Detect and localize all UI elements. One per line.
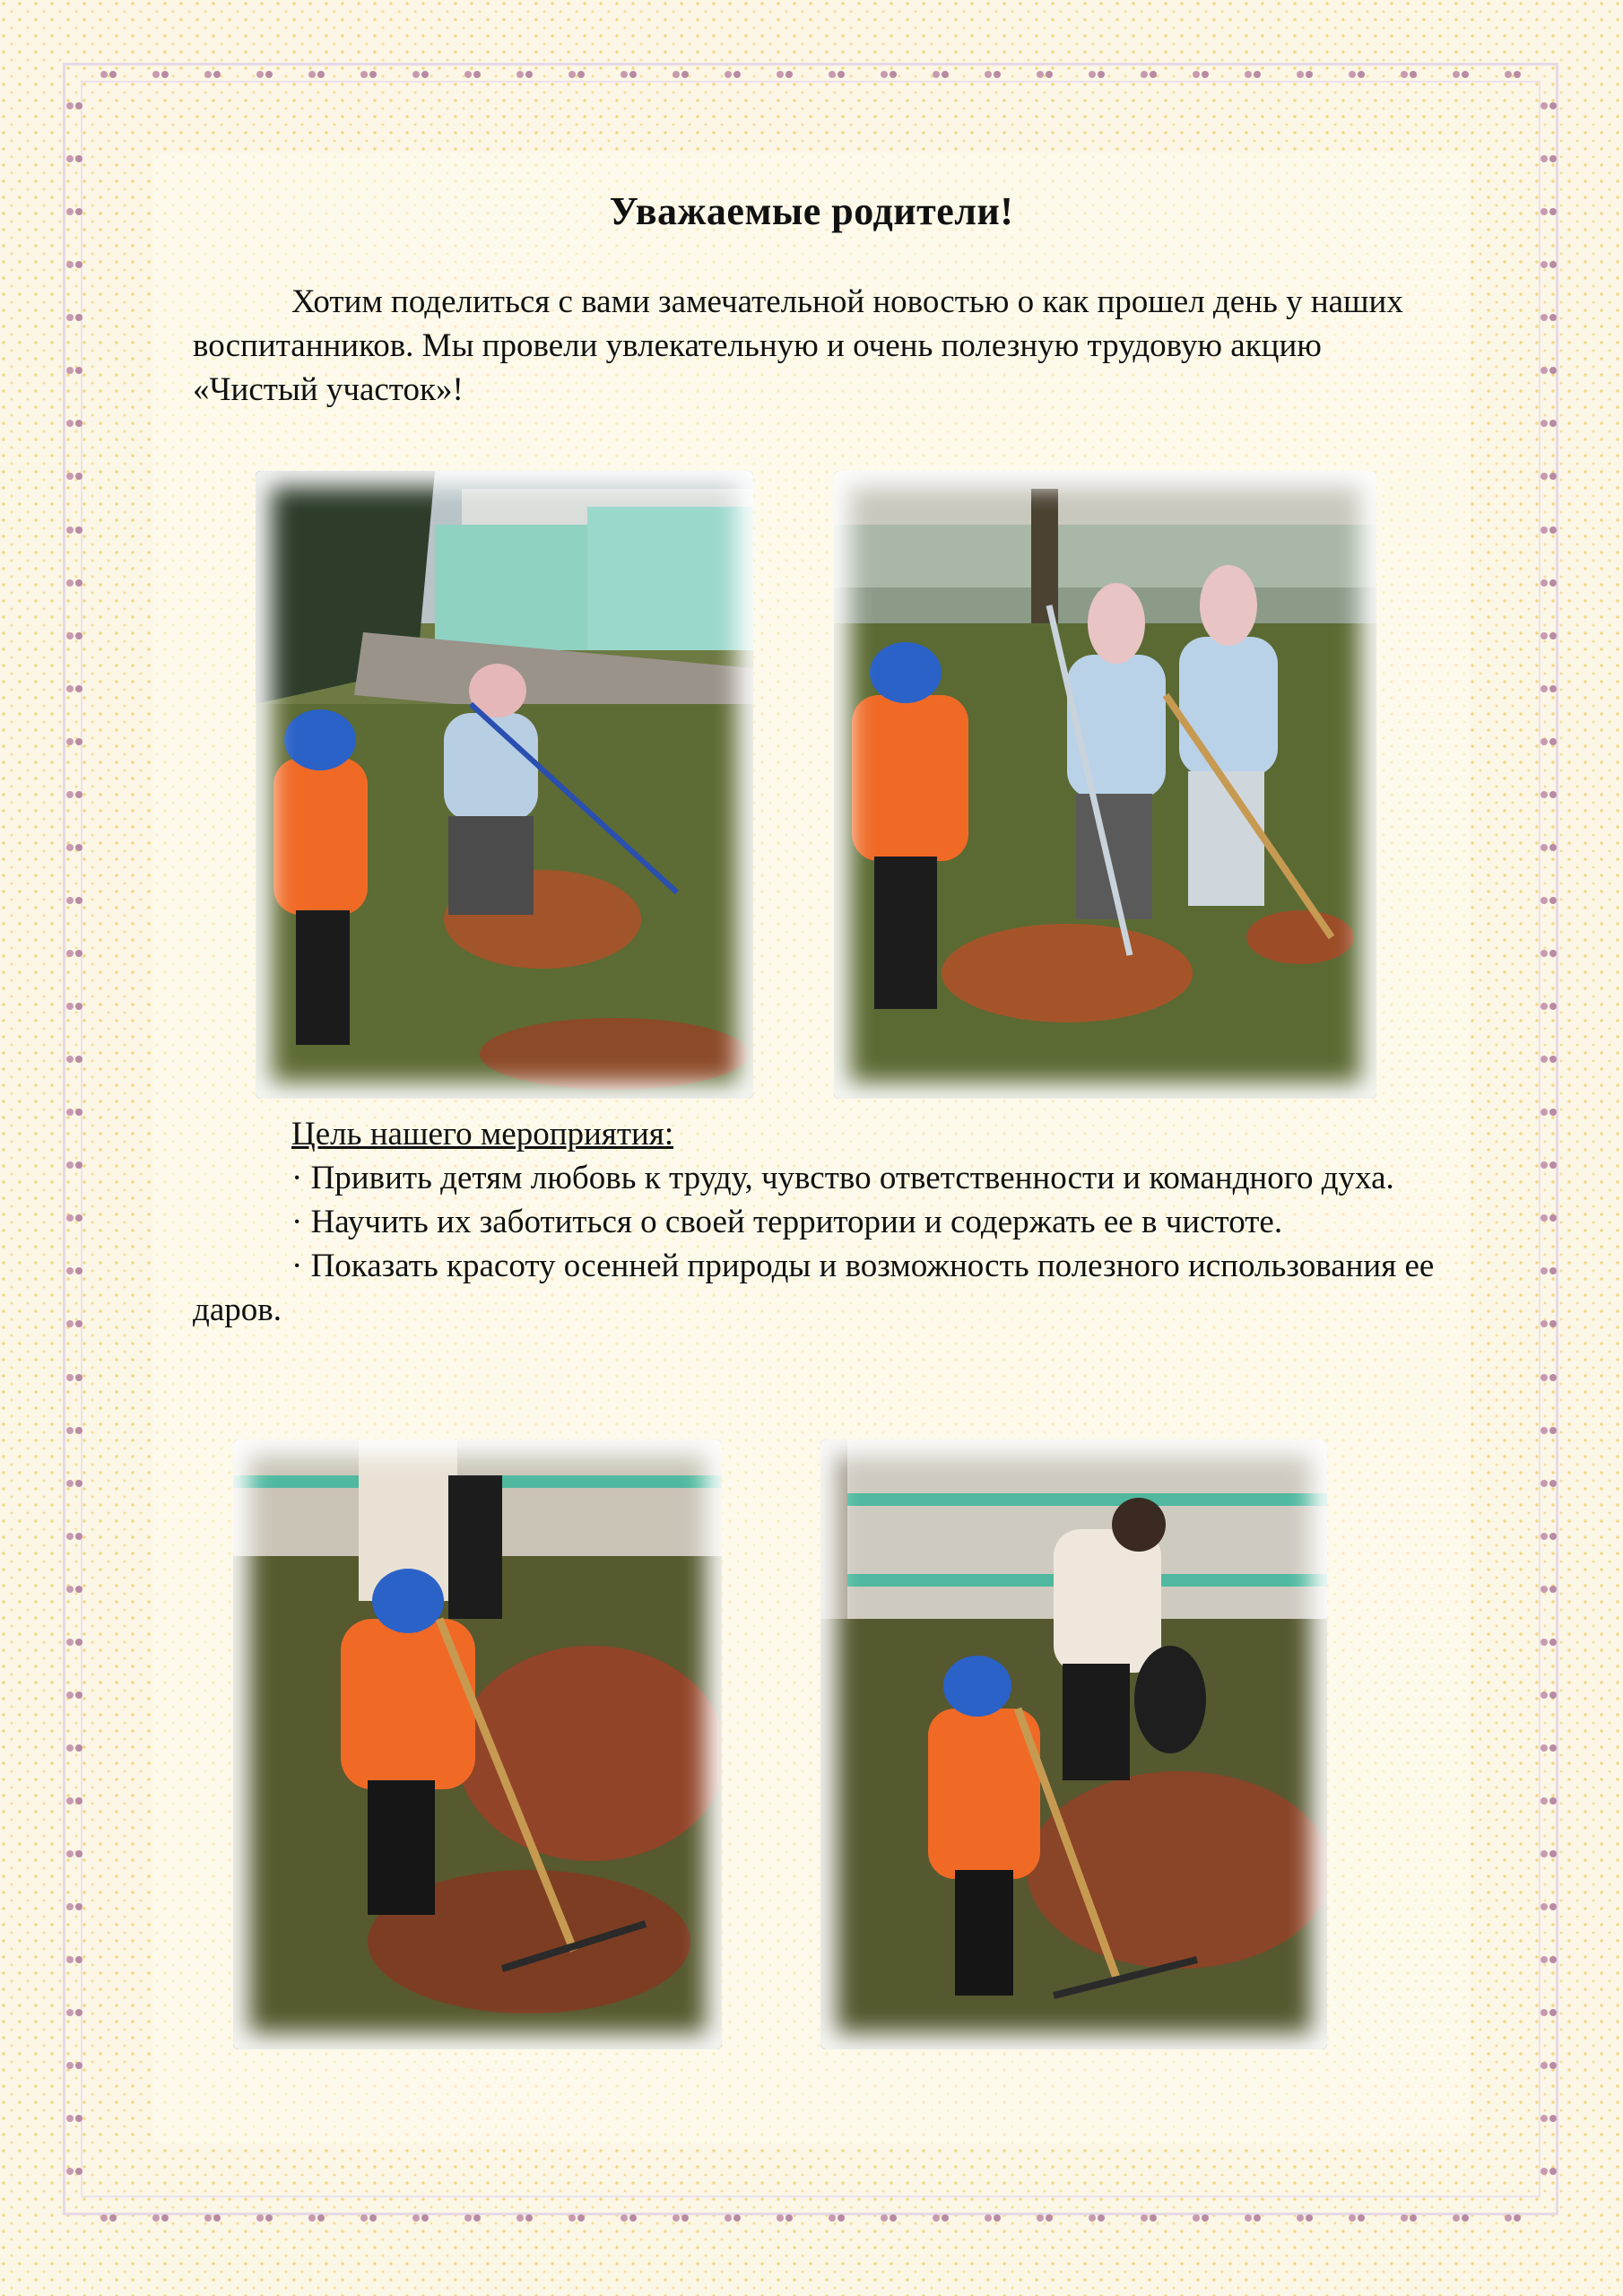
goal-item-2: · Научить их заботиться о своей территории и содержать ее в чистоте. (291, 1204, 1283, 1240)
goal-item-1: · Привить детям любовь к труду, чувство ответственности и командного духа. (291, 1160, 1394, 1196)
bead-border-right (1535, 63, 1562, 2215)
goal-item-3: · Показать красоту осенней природы и возможность полезного использования ее даров. (193, 1248, 1435, 1328)
page-title: Уважаемые родители! (609, 189, 1014, 233)
photo-4 (820, 1439, 1327, 2049)
photo-1 (256, 471, 753, 1099)
bead-border-bottom (63, 2205, 1558, 2231)
photo-3 (233, 1439, 722, 2049)
photo-two-girls-raking-leaves-icon (834, 471, 1376, 1099)
goals-section (193, 1112, 1466, 1332)
photo-children-raking-leaves-by-building-icon (256, 471, 753, 1099)
bead-border-left (61, 63, 88, 2215)
photo-2 (834, 471, 1376, 1099)
intro-paragraph: Хотим поделиться с вами замечательной новостью о как прошел день у наших воспитанников. Мы провели увлекательную и очень полезную трудовую акцию «Чистый участок»! (193, 283, 1403, 408)
photo-boy-and-teacher-collecting-leaves-icon (820, 1439, 1327, 2049)
photo-boy-raking-leaves-by-fence-icon (233, 1439, 722, 2049)
page-sheet (152, 152, 1471, 2144)
goals-heading: Цель нашего мероприятия: (291, 1116, 674, 1152)
bead-border-top (63, 61, 1558, 88)
